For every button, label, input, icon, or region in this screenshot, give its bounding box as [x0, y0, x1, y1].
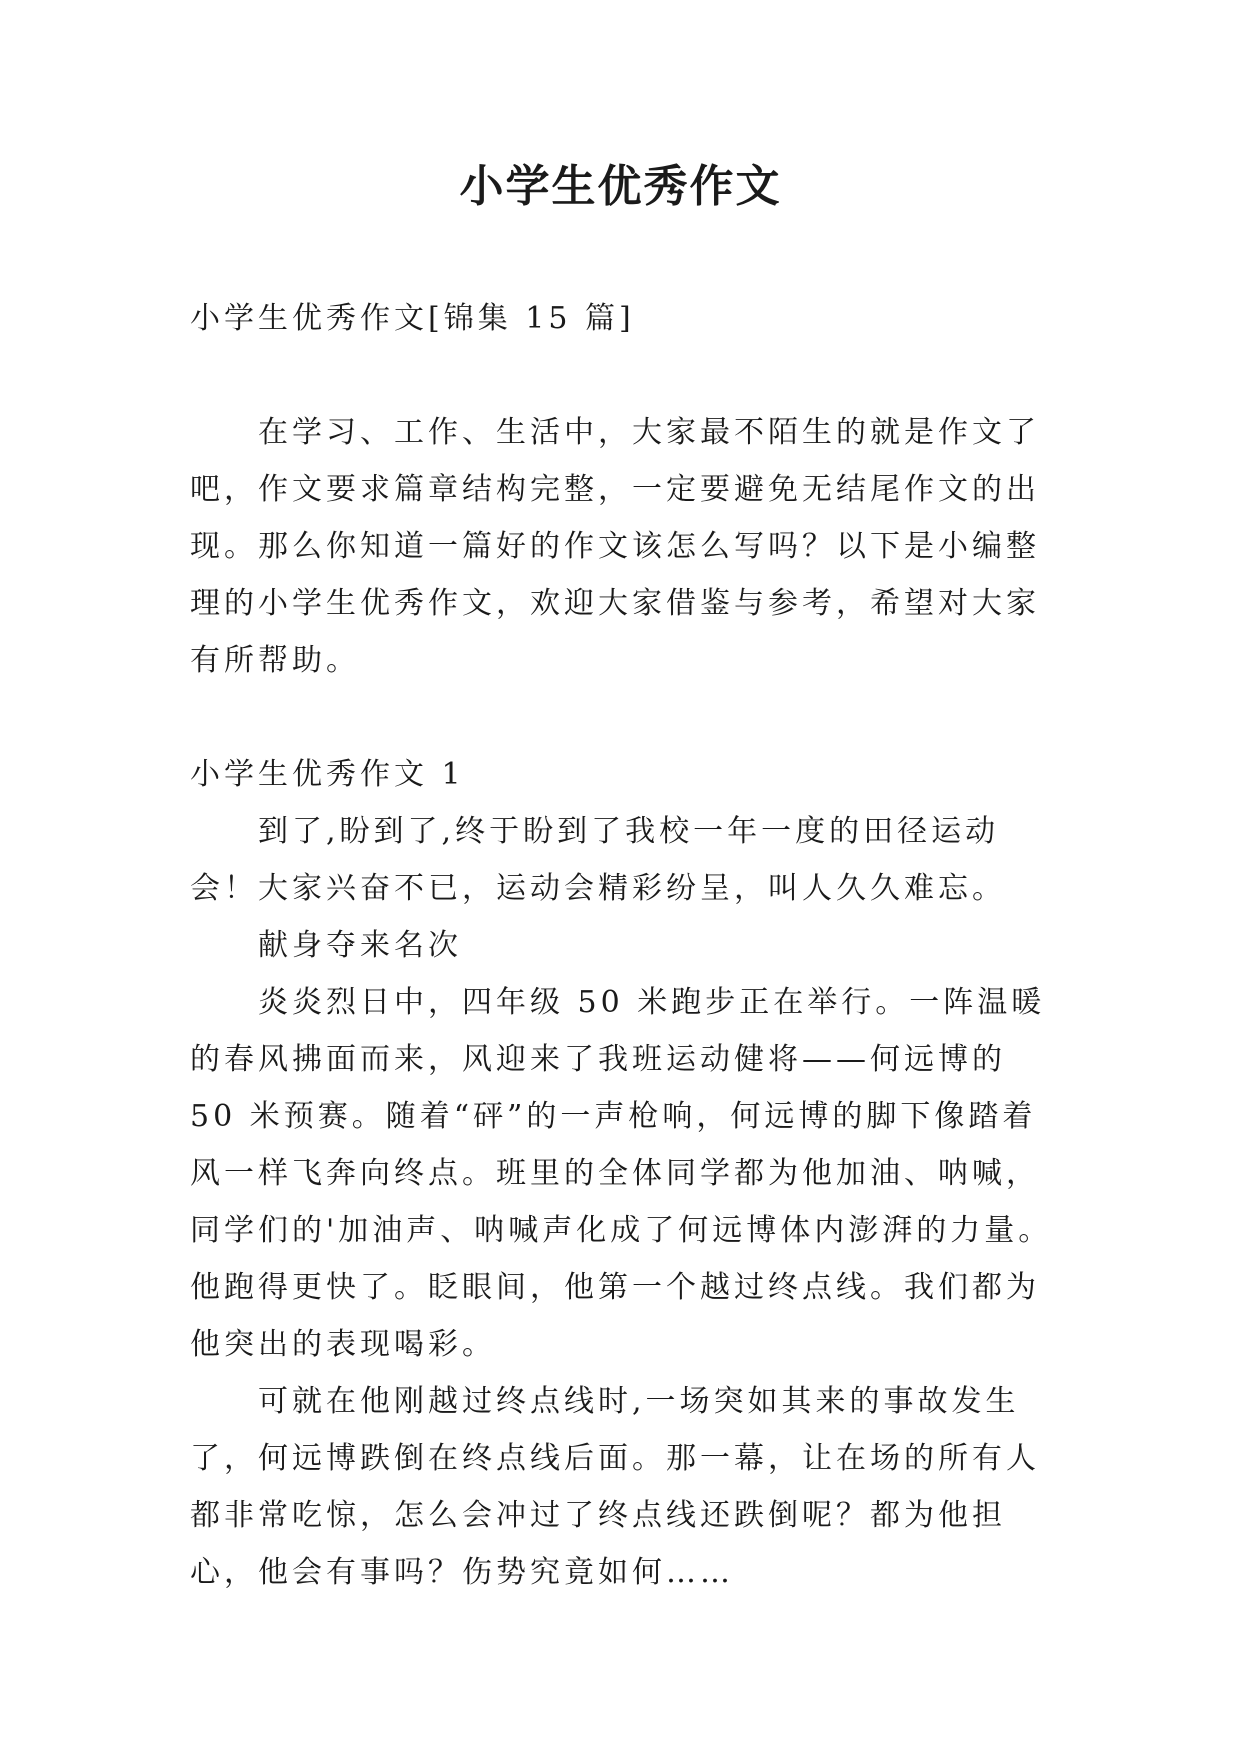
- document-body: [190, 290, 1060, 1601]
- document-title: 小学生优秀作文: [459, 161, 782, 212]
- body-paragraph: 炎炎烈日中，四年级 50 米跑步正在举行。一阵温暖的春风拂面而来，风迎来了我班运动健将——何远博的 50 米预赛。随着“砰”的一声枪响，何远博的脚下像踏着风一样飞奔向终点。班里的全体同学都为他加油、呐喊，同学们的'加油声、呐喊声化成了何远博体内澎湃的力量。他跑得更快了。眨眼间，他第一个越过终点线。我们都为他突出的表现喝彩。: [190, 985, 1053, 1362]
- spacer: [190, 689, 1060, 746]
- document-subtitle: 小学生优秀作文[锦集 15 篇]: [190, 301, 635, 336]
- spacer: [190, 347, 1060, 404]
- section-heading: 小学生优秀作文 1: [190, 757, 465, 792]
- body-paragraph: 可就在他刚越过终点线时,一场突如其来的事故发生了，何远博跌倒在终点线后面。那一幕，让在场的所有人都非常吃惊，怎么会冲过了终点线还跌倒呢？都为他担心，他会有事吗？伤势究竟如何……: [190, 1384, 1040, 1590]
- body-paragraph: 献身夺来名次: [258, 928, 462, 963]
- body-paragraph: 到了,盼到了,终于盼到了我校一年一度的田径运动会！大家兴奋不已，运动会精彩纷呈，叫人久久难忘。: [190, 814, 1006, 906]
- intro-paragraph: 在学习、工作、生活中，大家最不陌生的就是作文了吧，作文要求篇章结构完整，一定要避免无结尾作文的出现。那么你知道一篇好的作文该怎么写吗？以下是小编整理的小学生优秀作文，欢迎大家借鉴与参考，希望对大家有所帮助。: [190, 415, 1040, 678]
